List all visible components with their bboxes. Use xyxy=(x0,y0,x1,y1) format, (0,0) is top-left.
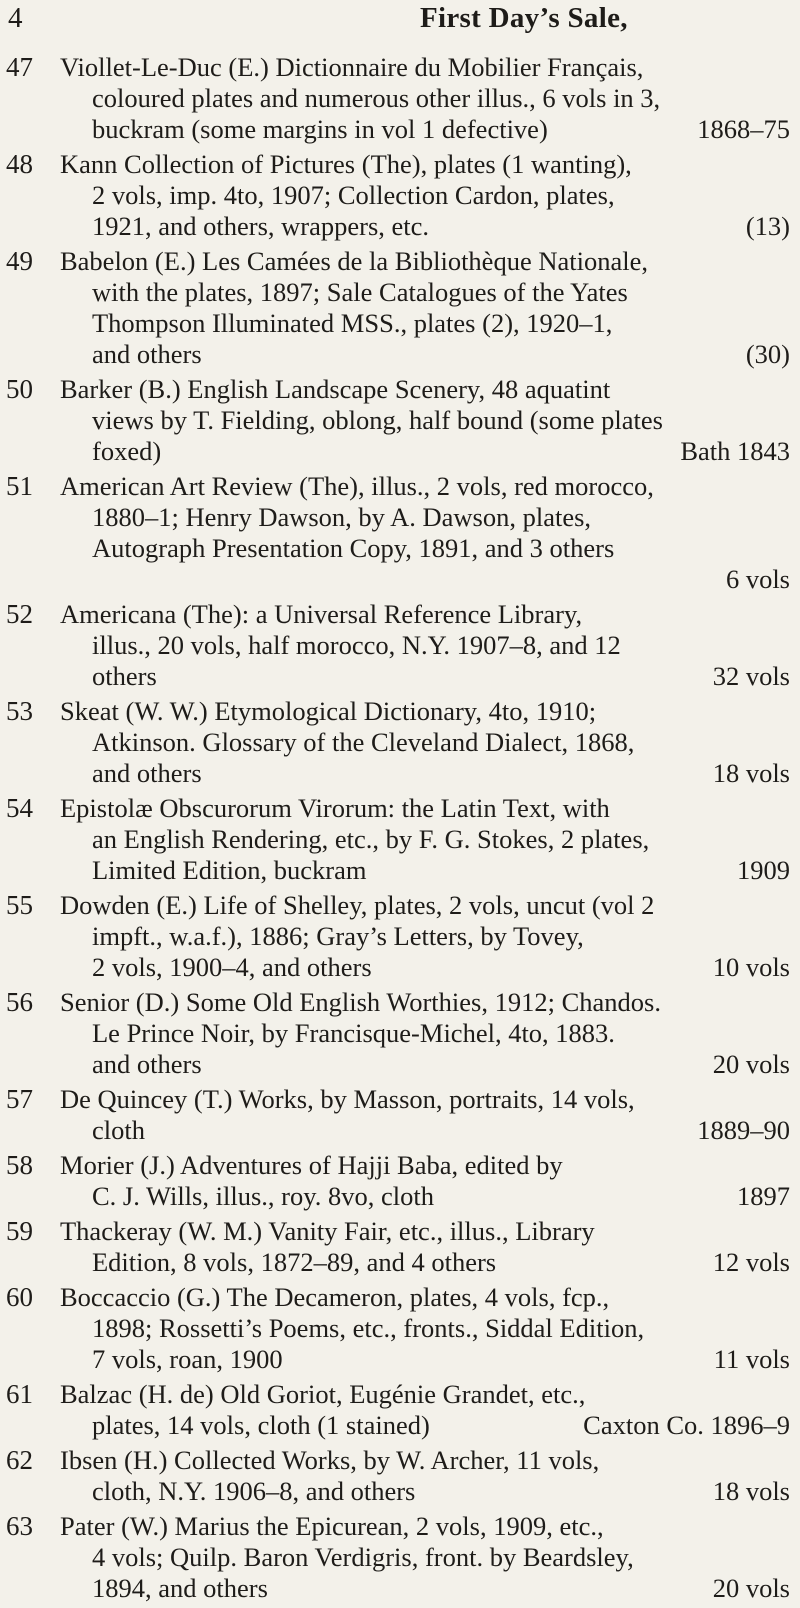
lot-text: cloth, N.Y. 1906–8, and others xyxy=(92,1476,416,1506)
lot-quantity: 12 vols xyxy=(712,1247,790,1277)
lot-line xyxy=(60,727,790,758)
lot-text: American Art Review (The), illus., 2 vols, red morocco, xyxy=(60,471,654,501)
lot-number: 52 xyxy=(6,599,33,629)
lot-text: Limited Edition, buckram xyxy=(92,855,367,885)
lot-number: 50 xyxy=(6,374,33,404)
lot-entry xyxy=(0,246,800,370)
lot-line xyxy=(60,405,790,436)
lot-number: 54 xyxy=(6,793,33,823)
lot-quantity: 20 vols xyxy=(712,1573,790,1603)
lot-quantity: 20 vols xyxy=(712,1049,790,1079)
lot-text: illus., 20 vols, half morocco, N.Y. 1907–8, and 12 xyxy=(92,630,621,660)
lot-list xyxy=(0,52,800,1608)
lot-line xyxy=(60,1049,790,1080)
lot-entry xyxy=(0,1511,800,1604)
lot-text: Morier (J.) Adventures of Hajji Baba, edited by xyxy=(60,1150,563,1180)
lot-text: Autograph Presentation Copy, 1891, and 3 others xyxy=(92,533,615,563)
lot-line xyxy=(60,149,790,180)
lot-text: Babelon (E.) Les Camées de la Bibliothèque Nationale, xyxy=(60,246,648,276)
lot-text: buckram (some margins in vol 1 defective) xyxy=(92,114,548,144)
lot-text: impft., w.a.f.), 1886; Gray’s Letters, by Tovey, xyxy=(92,921,584,951)
lot-line xyxy=(60,1511,790,1542)
lot-number: 63 xyxy=(6,1511,33,1541)
lot-line xyxy=(60,52,790,83)
lot-line xyxy=(60,1542,790,1573)
page-number: 4 xyxy=(8,2,23,34)
lot-text: C. J. Wills, illus., roy. 8vo, cloth xyxy=(92,1181,434,1211)
lot-quantity: 6 vols xyxy=(725,564,790,594)
lot-text: 2 vols, imp. 4to, 1907; Collection Cardon, plates, xyxy=(92,180,615,210)
lot-line xyxy=(60,855,790,886)
lot-line xyxy=(60,758,790,789)
lot-text: Atkinson. Glossary of the Cleveland Dialect, 1868, xyxy=(92,727,635,757)
lot-line xyxy=(60,180,790,211)
lot-entry xyxy=(0,374,800,467)
lot-number: 60 xyxy=(6,1282,33,1312)
lot-text: Boccaccio (G.) The Decameron, plates, 4 vols, fcp., xyxy=(60,1282,610,1312)
lot-entry xyxy=(0,1282,800,1375)
lot-text: plates, 14 vols, cloth (1 stained) xyxy=(92,1410,430,1440)
lot-line xyxy=(60,1379,790,1410)
lot-quantity: 1868–75 xyxy=(697,114,790,144)
lot-line xyxy=(60,987,790,1018)
lot-line xyxy=(60,502,790,533)
lot-entry xyxy=(0,987,800,1080)
lot-line xyxy=(60,1018,790,1049)
lot-entry xyxy=(0,793,800,886)
lot-text: an English Rendering, etc., by F. G. Stokes, 2 plates, xyxy=(92,824,650,854)
lot-line xyxy=(60,1476,790,1507)
lot-line xyxy=(60,1344,790,1375)
lot-line xyxy=(60,1084,790,1115)
lot-text: Balzac (H. de) Old Goriot, Eugénie Grandet, etc., xyxy=(60,1379,586,1409)
lot-entry xyxy=(0,1150,800,1212)
lot-quantity: Caxton Co. 1896–9 xyxy=(583,1410,790,1440)
lot-number: 49 xyxy=(6,246,33,276)
lot-line xyxy=(60,824,790,855)
lot-line xyxy=(60,83,790,114)
lot-entry xyxy=(0,890,800,983)
lot-text: 1921, and others, wrappers, etc. xyxy=(92,211,430,241)
lot-text: 1894, and others xyxy=(92,1573,268,1603)
lot-quantity: 18 vols xyxy=(712,758,790,788)
lot-line xyxy=(60,1445,790,1476)
lot-entry xyxy=(0,52,800,145)
lot-line xyxy=(60,661,790,692)
lot-text: and others xyxy=(92,339,202,369)
lot-text: others xyxy=(92,661,157,691)
lot-line xyxy=(60,1313,790,1344)
lot-text: Edition, 8 vols, 1872–89, and 4 others xyxy=(92,1247,497,1277)
lot-line xyxy=(60,339,790,370)
page-header xyxy=(0,2,800,52)
lot-line xyxy=(60,277,790,308)
page-title: First Day’s Sale, xyxy=(420,2,628,34)
lot-number: 58 xyxy=(6,1150,33,1180)
lot-entry xyxy=(0,149,800,242)
lot-quantity: 1909 xyxy=(737,855,790,885)
lot-text: Epistolæ Obscurorum Virorum: the Latin Text, with xyxy=(60,793,610,823)
lot-number: 47 xyxy=(6,52,33,82)
lot-number: 53 xyxy=(6,696,33,726)
lot-number: 62 xyxy=(6,1445,33,1475)
lot-quantity: 18 vols xyxy=(712,1476,790,1506)
lot-entry xyxy=(0,696,800,789)
lot-text: coloured plates and numerous other illus., 6 vols in 3, xyxy=(92,83,661,113)
lot-number: 51 xyxy=(6,471,33,501)
lot-line xyxy=(60,599,790,630)
lot-text: Le Prince Noir, by Francisque-Michel, 4to, 1883. xyxy=(92,1018,615,1048)
lot-line xyxy=(60,793,790,824)
lot-entry xyxy=(0,599,800,692)
lot-line xyxy=(60,211,790,242)
lot-line xyxy=(60,1150,790,1181)
lot-quantity: (13) xyxy=(745,211,790,241)
lot-text: 7 vols, roan, 1900 xyxy=(92,1344,283,1374)
lot-line xyxy=(60,246,790,277)
lot-quantity: Bath 1843 xyxy=(680,436,790,466)
lot-entry xyxy=(0,1379,800,1441)
lot-number: 57 xyxy=(6,1084,33,1114)
lot-number: 48 xyxy=(6,149,33,179)
lot-line xyxy=(60,1115,790,1146)
lot-line xyxy=(60,1410,790,1441)
lot-line xyxy=(60,921,790,952)
lot-line xyxy=(60,696,790,727)
lot-line xyxy=(60,890,790,921)
lot-quantity: (30) xyxy=(745,339,790,369)
lot-number: 56 xyxy=(6,987,33,1017)
lot-text: Ibsen (H.) Collected Works, by W. Archer, 11 vols, xyxy=(60,1445,600,1475)
lot-quantity: 32 vols xyxy=(712,661,790,691)
lot-quantity: 1897 xyxy=(737,1181,790,1211)
lot-text: Senior (D.) Some Old English Worthies, 1912; Chandos. xyxy=(60,987,661,1017)
lot-text: and others xyxy=(92,758,202,788)
lot-line xyxy=(60,114,790,145)
lot-line xyxy=(60,630,790,661)
lot-quantity: 11 vols xyxy=(713,1344,790,1374)
lot-entry xyxy=(0,1216,800,1278)
lot-text: with the plates, 1897; Sale Catalogues of the Yates xyxy=(92,277,628,307)
lot-line xyxy=(60,471,790,502)
lot-text: and others xyxy=(92,1049,202,1079)
lot-text: 2 vols, 1900–4, and others xyxy=(92,952,372,982)
lot-number: 59 xyxy=(6,1216,33,1246)
lot-text: Thompson Illuminated MSS., plates (2), 1920–1, xyxy=(92,308,613,338)
lot-text: Skeat (W. W.) Etymological Dictionary, 4to, 1910; xyxy=(60,696,597,726)
lot-text: Americana (The): a Universal Reference Library, xyxy=(60,599,583,629)
lot-line xyxy=(60,308,790,339)
lot-text: Pater (W.) Marius the Epicurean, 2 vols, 1909, etc., xyxy=(60,1511,604,1541)
lot-text: Dowden (E.) Life of Shelley, plates, 2 vols, uncut (vol 2 xyxy=(60,890,655,920)
lot-line xyxy=(60,952,790,983)
lot-line xyxy=(60,1181,790,1212)
lot-text: 4 vols; Quilp. Baron Verdigris, front. by Beardsley, xyxy=(92,1542,634,1572)
lot-line xyxy=(60,1247,790,1278)
lot-line xyxy=(60,564,790,595)
lot-entry xyxy=(0,1445,800,1507)
lot-text: cloth xyxy=(92,1115,145,1145)
lot-line xyxy=(60,374,790,405)
lot-number: 61 xyxy=(6,1379,33,1409)
lot-entry xyxy=(0,1084,800,1146)
lot-line xyxy=(60,436,790,467)
lot-text: Kann Collection of Pictures (The), plates (1 wanting), xyxy=(60,149,632,179)
lot-text: Barker (B.) English Landscape Scenery, 48 aquatint xyxy=(60,374,611,404)
lot-text: 1880–1; Henry Dawson, by A. Dawson, plates, xyxy=(92,502,592,532)
lot-text: foxed) xyxy=(92,436,162,466)
lot-line xyxy=(60,1216,790,1247)
lot-text: De Quincey (T.) Works, by Masson, portraits, 14 vols, xyxy=(60,1084,635,1114)
lot-text: 1898; Rossetti’s Poems, etc., fronts., Siddal Edition, xyxy=(92,1313,645,1343)
lot-line xyxy=(60,533,790,564)
lot-line xyxy=(60,1282,790,1313)
lot-line xyxy=(60,1573,790,1604)
lot-text: views by T. Fielding, oblong, half bound (some plates xyxy=(92,405,663,435)
lot-text: Thackeray (W. M.) Vanity Fair, etc., illus., Library xyxy=(60,1216,595,1246)
lot-number: 55 xyxy=(6,890,33,920)
lot-quantity: 1889–90 xyxy=(697,1115,790,1145)
lot-entry xyxy=(0,471,800,595)
lot-quantity: 10 vols xyxy=(712,952,790,982)
lot-text: Viollet-Le-Duc (E.) Dictionnaire du Mobilier Français, xyxy=(60,52,644,82)
